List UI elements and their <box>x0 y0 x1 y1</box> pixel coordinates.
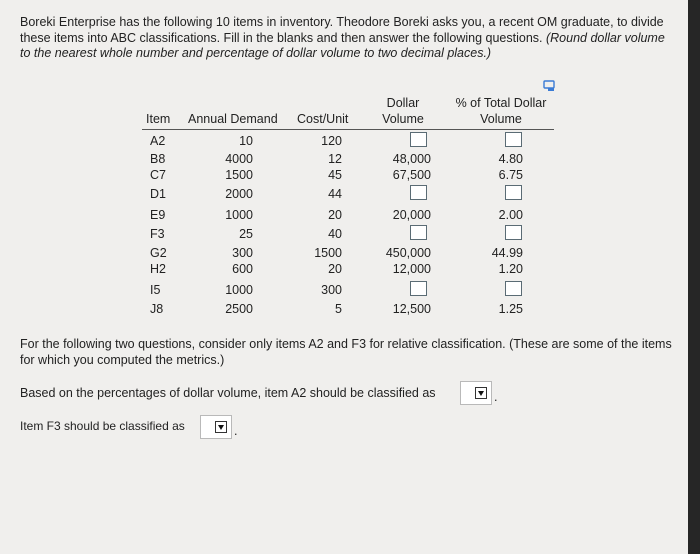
cost-per-unit: 44 <box>328 187 342 201</box>
problem-statement <box>20 15 675 62</box>
cost-per-unit: 300 <box>321 283 342 297</box>
dropdown-arrow-icon <box>475 387 487 399</box>
pct-dollar-volume: 4.80 <box>498 152 523 166</box>
header-annual-demand: Annual Demand <box>188 112 278 126</box>
dollar-volume-input[interactable] <box>410 132 427 147</box>
pct-dollar-volume: 1.20 <box>498 262 523 276</box>
pct-dollar-volume: 1.25 <box>498 302 523 316</box>
question-a2-label: Based on the percentages of dollar volume, item A2 should be classified as <box>20 386 436 400</box>
dollar-volume: 12,000 <box>392 262 431 276</box>
cost-per-unit: 1500 <box>314 246 342 260</box>
f3-classification-select[interactable] <box>200 415 232 439</box>
a2-period: . <box>494 390 498 404</box>
header-cost-unit: Cost/Unit <box>297 112 349 126</box>
rounding-instructions: (Round dollar volume to the nearest whole number and percentage of dollar volume to two decimal places.) <box>20 30 665 60</box>
problem-text: Boreki Enterprise has the following 10 items in inventory. Theodore Boreki asks you, a recent OM graduate, to divide these items into ABC classifications. Fill in the blanks and then answer the following questions. <box>20 15 664 45</box>
annual-demand: 25 <box>239 227 253 241</box>
item-code: G2 <box>150 246 167 260</box>
cost-per-unit: 40 <box>328 227 342 241</box>
cost-per-unit: 120 <box>321 134 342 148</box>
item-code: C7 <box>150 168 166 182</box>
dollar-volume: 20,000 <box>392 208 431 222</box>
cost-per-unit: 45 <box>328 168 342 182</box>
pct-dollar-volume-input[interactable] <box>505 281 522 296</box>
header-item: Item <box>146 112 171 126</box>
cost-per-unit: 20 <box>328 262 342 276</box>
pct-dollar-volume-input[interactable] <box>505 225 522 240</box>
annual-demand: 600 <box>232 262 253 276</box>
pct-dollar-volume: 2.00 <box>498 208 523 222</box>
pct-dollar-volume: 6.75 <box>498 168 523 182</box>
item-code: A2 <box>150 134 166 148</box>
f3-period: . <box>234 424 238 438</box>
item-code: I5 <box>150 283 161 297</box>
item-code: D1 <box>150 187 166 201</box>
a2-classification-select[interactable] <box>460 381 492 405</box>
dollar-volume-input[interactable] <box>410 185 427 200</box>
header-dollar-volume-2: Volume <box>382 112 424 126</box>
cost-per-unit: 12 <box>328 152 342 166</box>
annual-demand: 1000 <box>225 208 253 222</box>
pct-dollar-volume-input[interactable] <box>505 132 522 147</box>
item-code: B8 <box>150 152 166 166</box>
annual-demand: 1000 <box>225 283 253 297</box>
item-code: J8 <box>150 302 164 316</box>
header-divider <box>142 129 554 130</box>
pct-dollar-volume-input[interactable] <box>505 185 522 200</box>
question-f3-label: Item F3 should be classified as <box>20 419 185 433</box>
annual-demand: 10 <box>239 134 253 148</box>
header-dollar-volume-1: Dollar <box>386 96 420 110</box>
cost-per-unit: 20 <box>328 208 342 222</box>
pct-dollar-volume: 44.99 <box>491 246 523 260</box>
header-pct-volume-1: % of Total Dollar <box>455 96 547 110</box>
questions-intro: For the following two questions, consider only items A2 and F3 for relative classification. (These are some of the items for which you computed the metrics.) <box>20 337 672 367</box>
annual-demand: 2500 <box>225 302 253 316</box>
background-edge <box>688 0 700 554</box>
dollar-volume: 12,500 <box>392 302 431 316</box>
annual-demand: 4000 <box>225 152 253 166</box>
cost-per-unit: 5 <box>335 302 342 316</box>
dropdown-arrow-icon <box>215 421 227 433</box>
dollar-volume-input[interactable] <box>410 225 427 240</box>
dollar-volume-input[interactable] <box>410 281 427 296</box>
item-code: E9 <box>150 208 166 222</box>
annual-demand: 1500 <box>225 168 253 182</box>
annual-demand: 300 <box>232 246 253 260</box>
item-code: H2 <box>150 262 166 276</box>
annual-demand: 2000 <box>225 187 253 201</box>
dollar-volume: 48,000 <box>392 152 431 166</box>
header-pct-volume-2: Volume <box>480 112 522 126</box>
data-table-icon[interactable] <box>543 80 555 92</box>
dollar-volume: 450,000 <box>385 246 431 260</box>
dollar-volume: 67,500 <box>392 168 431 182</box>
item-code: F3 <box>150 227 165 241</box>
